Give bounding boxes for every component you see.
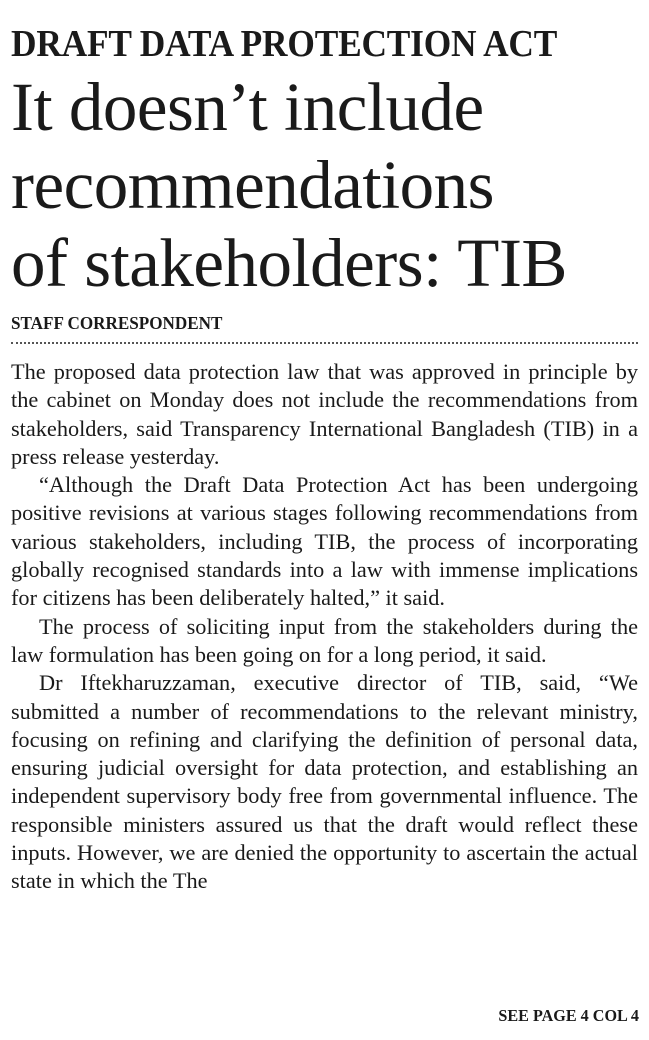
paragraph-1: The proposed data protection law that was approved in principle by the cabinet on Monday does not include the recommendations from stakeholders, said Transparency International Bangladesh (TIB) in a press release yesterday. <box>11 359 638 469</box>
article-body <box>11 358 638 896</box>
headline-line-3: of stakeholders: TIB <box>11 225 567 301</box>
headline <box>11 68 638 302</box>
kicker: DRAFT DATA PROTECTION ACT <box>11 23 558 65</box>
paragraph-3: The process of soliciting input from the stakeholders during the law formulation has been going on for a long period, it said. <box>11 613 638 667</box>
headline-line-2: recommendations <box>11 147 495 223</box>
headline-line-1: It doesn’t include <box>11 69 484 145</box>
paragraph-2: “Although the Draft Data Protection Act has been undergoing positive revisions at various stages following recommendations from various stakeholders, including TIB, the process of incorporating globally recognised standards into a law with immense implications for citizens has been deliberately halted,” it said. <box>11 472 638 611</box>
paragraph-4: Dr Iftekharuzzaman, executive director of TIB, said, “We submitted a number of recommendations to the relevant ministry, focusing on refining and clarifying the definition of personal data, ensuring judicial oversight for data protection, and establishing an independent supervisory body free from governmental influence. The responsible ministers assured us that the draft would reflect these inputs. However, we are denied the opportunity to ascertain the actual state in which the The <box>11 670 638 894</box>
continuation-jump: SEE PAGE 4 COL 4 <box>498 1006 639 1025</box>
byline: STAFF CORRESPONDENT <box>11 313 223 333</box>
dotted-divider <box>11 342 638 344</box>
news-article <box>11 0 638 896</box>
